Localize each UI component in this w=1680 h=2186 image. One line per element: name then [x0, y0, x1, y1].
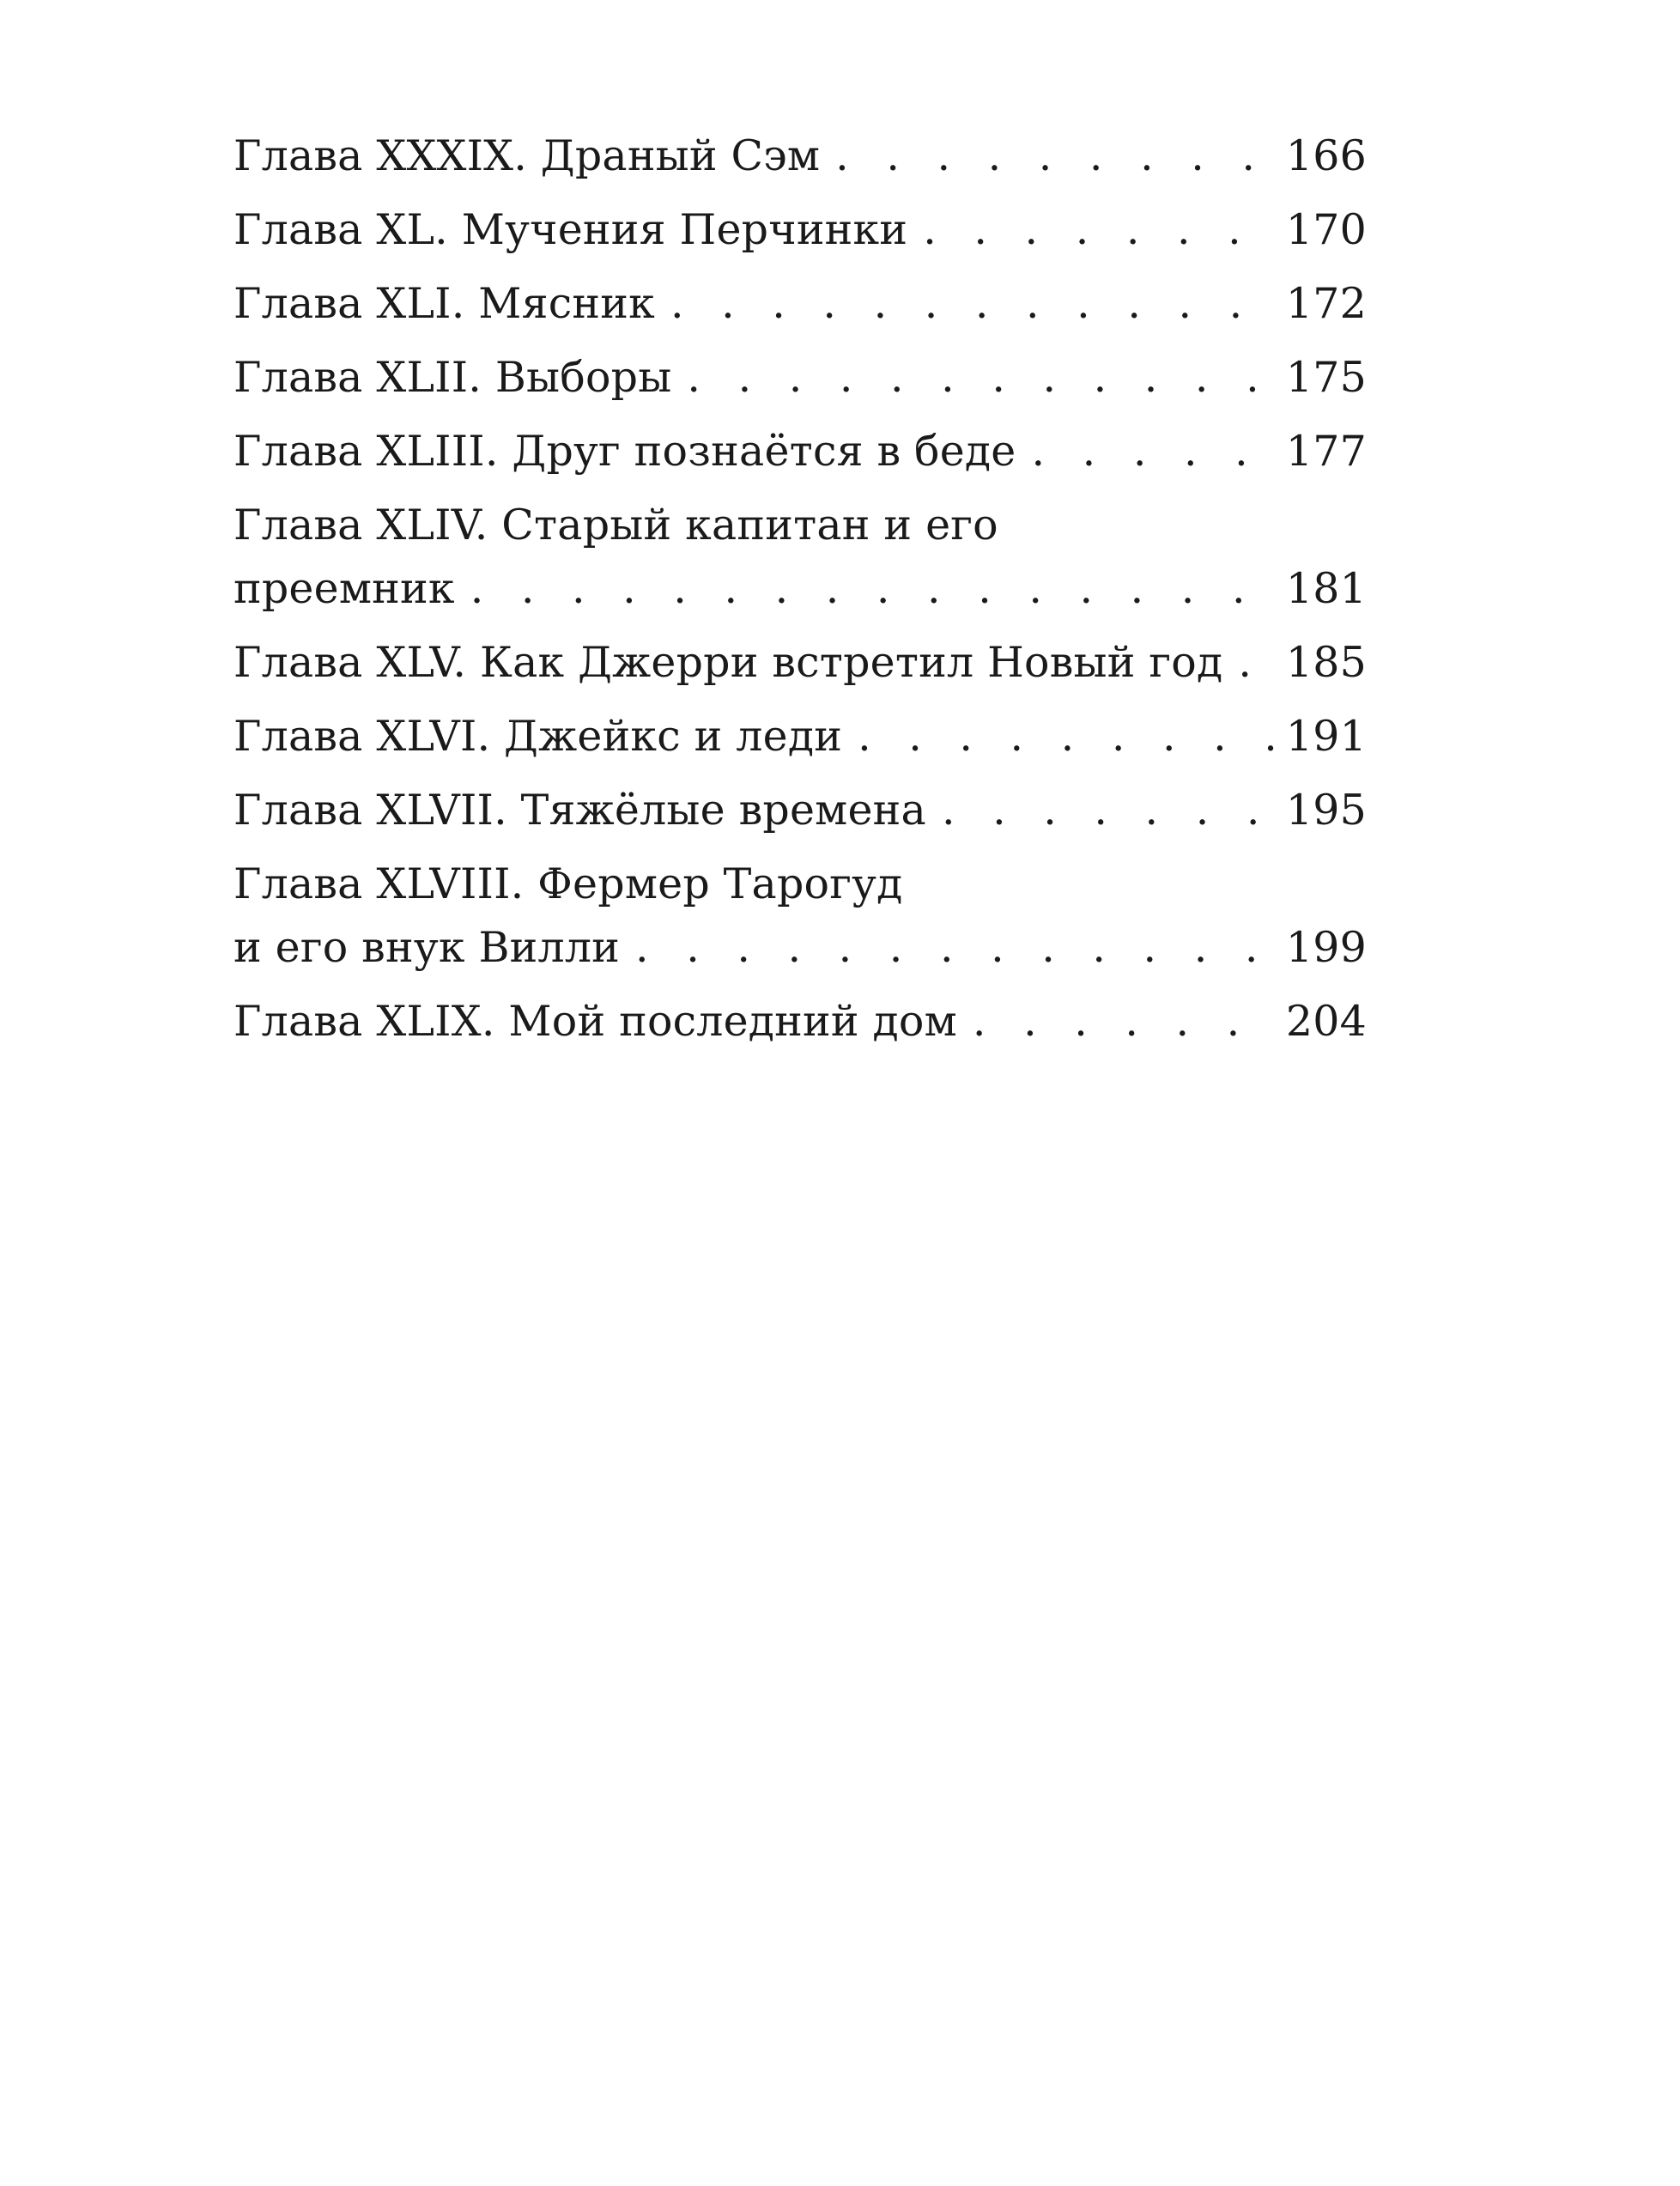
chapter-title: Глава XLIII. Друг познаётся в беде — [234, 427, 1016, 476]
chapter-title: Глава XL. Мучения Перчинки — [234, 205, 908, 254]
toc-entry-chapter-39[interactable] — [234, 124, 1367, 198]
toc-entry-chapter-46[interactable] — [234, 705, 1367, 779]
dot-leader — [942, 779, 1280, 842]
toc-entry-line — [234, 420, 1367, 483]
toc-entry-line — [234, 779, 1367, 842]
dot-leader — [687, 346, 1280, 410]
toc-entry-chapter-45[interactable] — [234, 631, 1367, 705]
page-number: 172 — [1285, 279, 1367, 328]
chapter-title: Глава XLVIII. Фермер Тарогуд — [234, 859, 903, 908]
page-number: 195 — [1285, 786, 1367, 835]
chapter-title: Глава XLII. Выборы — [234, 353, 672, 402]
toc-entry-chapter-41[interactable] — [234, 272, 1367, 346]
page-number: 181 — [1285, 564, 1367, 613]
toc-entry-line — [234, 916, 1367, 980]
chapter-title: Глава XLV. Как Джерри встретил Новый год — [234, 638, 1223, 687]
toc-entry-line — [234, 990, 1367, 1054]
chapter-title: Глава XLI. Мясник — [234, 279, 655, 328]
chapter-title: Глава XXXIX. Драный Сэм — [234, 131, 821, 180]
dot-leader — [670, 272, 1280, 336]
toc-entry-chapter-48[interactable] — [234, 853, 1367, 990]
dot-leader — [635, 916, 1280, 980]
toc-entry-line — [234, 272, 1367, 336]
toc-entry-line — [234, 631, 1367, 695]
page-number: 191 — [1285, 712, 1367, 761]
toc-entry-line — [234, 346, 1367, 410]
toc-entry-chapter-49[interactable] — [234, 990, 1367, 1064]
toc-entry-chapter-40[interactable] — [234, 198, 1367, 272]
dot-leader — [835, 124, 1280, 188]
page-number: 170 — [1285, 205, 1367, 254]
dot-leader — [973, 990, 1280, 1054]
chapter-title: Глава XLIV. Старый капитан и его — [234, 501, 998, 550]
dot-leader — [1238, 631, 1280, 695]
dot-leader — [1032, 420, 1280, 483]
toc-entry-chapter-47[interactable] — [234, 779, 1367, 853]
page-number: 185 — [1285, 638, 1367, 687]
toc-entry-chapter-44[interactable] — [234, 494, 1367, 631]
chapter-title: Глава XLIX. Мой последний дом — [234, 997, 957, 1046]
toc-entry-chapter-43[interactable] — [234, 420, 1367, 494]
chapter-title-continued: преемник — [234, 564, 455, 613]
dot-leader — [923, 198, 1280, 262]
page-number: 177 — [1285, 427, 1367, 476]
page-number: 199 — [1285, 923, 1367, 972]
toc-entry-line — [234, 198, 1367, 262]
toc-entry-line — [234, 705, 1367, 768]
dot-leader — [858, 705, 1280, 768]
toc-entry-line — [234, 557, 1367, 621]
page-number: 166 — [1285, 131, 1367, 180]
dot-leader — [470, 557, 1280, 621]
toc-entry-chapter-42[interactable] — [234, 346, 1367, 420]
chapter-title-continued: и его внук Вилли — [234, 923, 621, 972]
chapter-title: Глава XLVI. Джейкс и леди — [234, 712, 843, 761]
page-number: 175 — [1285, 353, 1367, 402]
table-of-contents — [234, 124, 1367, 1064]
chapter-title: Глава XLVII. Тяжёлые времена — [234, 786, 926, 835]
toc-entry-line — [234, 124, 1367, 188]
page-number: 204 — [1285, 997, 1367, 1046]
